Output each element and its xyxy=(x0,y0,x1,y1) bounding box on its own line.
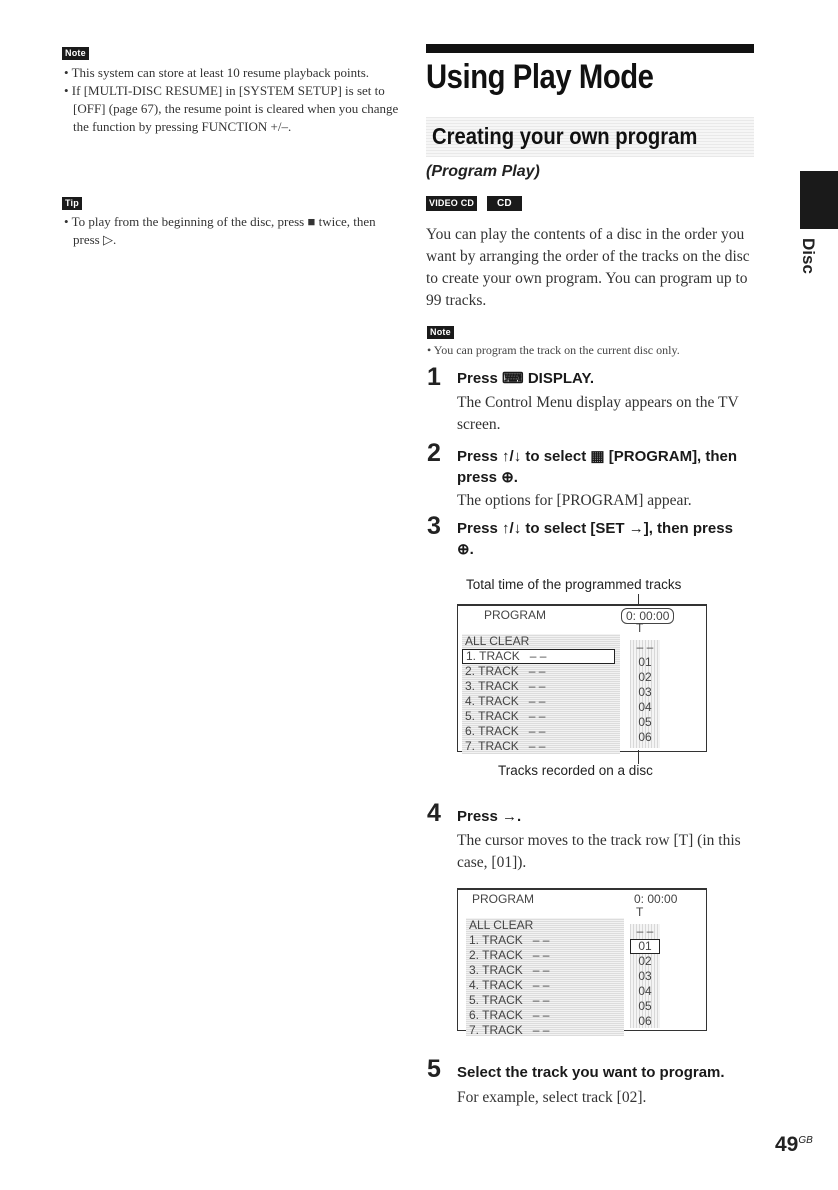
track-item[interactable]: 03 xyxy=(638,685,652,699)
screen-t-label: T xyxy=(636,621,644,635)
program-row-selected[interactable]: 1. TRACK – – xyxy=(462,649,615,664)
callout-tracks: Tracks recorded on a disc xyxy=(498,763,653,778)
program-row[interactable]: 6. TRACK – – xyxy=(465,724,546,738)
program-row[interactable]: 1. TRACK – – xyxy=(469,933,550,947)
step-number: 4 xyxy=(427,799,441,827)
page-number-suffix: GB xyxy=(798,1135,813,1146)
program-row[interactable]: 6. TRACK – – xyxy=(469,1008,550,1022)
track-item[interactable]: – – xyxy=(636,924,654,938)
track-item[interactable]: 02 xyxy=(638,670,652,684)
step-number: 2 xyxy=(427,439,441,467)
program-screen-1 xyxy=(457,604,707,752)
intro-note-tag: Note xyxy=(427,326,454,339)
screen-header-label: PROGRAM xyxy=(472,892,535,906)
program-row[interactable]: 3. TRACK – – xyxy=(465,679,546,693)
note-list xyxy=(64,64,404,136)
track-item[interactable]: 02 xyxy=(638,954,652,968)
tip-item: • To play from the beginning of the disc, press ■ twice, then press ▷. xyxy=(64,214,376,247)
step-body: The options for [PROGRAM] appear. xyxy=(457,492,692,509)
side-tab-label: Disc xyxy=(799,238,818,274)
title-rule xyxy=(426,44,754,53)
screen-time: 0: 00:00 xyxy=(621,608,674,624)
program-row[interactable]: ALL CLEAR xyxy=(469,918,534,932)
track-item[interactable]: 03 xyxy=(638,969,652,983)
page-number xyxy=(775,1133,813,1157)
track-item[interactable]: 05 xyxy=(638,715,652,729)
track-item[interactable]: 04 xyxy=(638,984,652,998)
callout-line xyxy=(638,750,639,764)
step-title: Press ↑/↓ to select [SET →], then press ⊕. xyxy=(457,520,733,558)
screen-time: 0: 00:00 xyxy=(634,892,678,906)
tip-list xyxy=(64,213,404,249)
tip-tag: Tip xyxy=(62,197,82,210)
program-row[interactable]: 4. TRACK – – xyxy=(465,694,546,708)
callout-total-time: Total time of the programmed tracks xyxy=(466,577,682,592)
step-body: For example, select track [02]. xyxy=(457,1089,647,1106)
step-title: Press ⌨ DISPLAY. xyxy=(457,370,594,387)
step-title: Press →. xyxy=(457,808,522,825)
track-item[interactable]: 04 xyxy=(638,700,652,714)
step-number: 3 xyxy=(427,512,441,540)
program-row[interactable]: 7. TRACK – – xyxy=(469,1023,550,1037)
step-number: 1 xyxy=(427,363,441,391)
program-screen-2 xyxy=(457,888,707,1037)
screen-header-label: PROGRAM xyxy=(484,608,547,622)
note-tag: Note xyxy=(62,47,89,60)
program-row[interactable]: 2. TRACK – – xyxy=(469,948,550,962)
step-body: The cursor moves to the track row [T] (in this case, [01]). xyxy=(457,832,741,871)
page-title: Using Play Mode xyxy=(426,58,654,96)
program-row[interactable]: 5. TRACK – – xyxy=(465,709,546,723)
step-body: The Control Menu display appears on the TV screen. xyxy=(457,394,739,433)
program-row[interactable]: 4. TRACK – – xyxy=(469,978,550,992)
step-number: 5 xyxy=(427,1055,441,1083)
intro-note: • You can program the track on the current disc only. xyxy=(427,343,680,357)
program-row[interactable]: 3. TRACK – – xyxy=(469,963,550,977)
track-item-selected[interactable]: 01 xyxy=(630,939,660,954)
track-column xyxy=(630,640,660,748)
section-title-bar xyxy=(426,117,754,157)
program-rows xyxy=(462,634,620,754)
program-row[interactable]: 5. TRACK – – xyxy=(469,993,550,1007)
step-title: Press ↑/↓ to select ▦ [PROGRAM], then press ⊕. xyxy=(457,448,738,486)
track-item[interactable]: 06 xyxy=(638,730,652,744)
video-cd-badge: VIDEO CD xyxy=(426,196,477,211)
cd-badge: CD xyxy=(487,196,522,211)
section-subtitle: (Program Play) xyxy=(426,163,540,180)
track-column xyxy=(630,924,660,1028)
program-row[interactable]: 7. TRACK – – xyxy=(465,739,546,753)
side-tab-block xyxy=(800,171,838,229)
note-item: • This system can store at least 10 resume playback points. xyxy=(64,65,370,80)
page-number-value: 49 xyxy=(775,1133,799,1156)
step-title: Select the track you want to program. xyxy=(457,1064,725,1081)
track-item[interactable]: 06 xyxy=(638,1014,652,1028)
track-item[interactable]: – – xyxy=(636,640,654,654)
program-row[interactable]: ALL CLEAR xyxy=(465,634,530,648)
note-item: • If [MULTI-DISC RESUME] in [SYSTEM SETUP] is set to [OFF] (page 67), the resume point is cleared when you change the function by pressing FUNCTION +/–. xyxy=(64,83,399,134)
track-item[interactable]: 05 xyxy=(638,999,652,1013)
track-item[interactable]: 01 xyxy=(638,655,652,669)
intro-text: You can play the contents of a disc in the order you want by arranging the order of the tracks on the disc to create your own program. You can program up to 99 tracks. xyxy=(426,226,750,309)
program-row[interactable]: 2. TRACK – – xyxy=(465,664,546,678)
program-rows xyxy=(466,918,624,1036)
screen-t-label: T xyxy=(636,905,644,919)
section-title: Creating your own program xyxy=(432,123,698,149)
